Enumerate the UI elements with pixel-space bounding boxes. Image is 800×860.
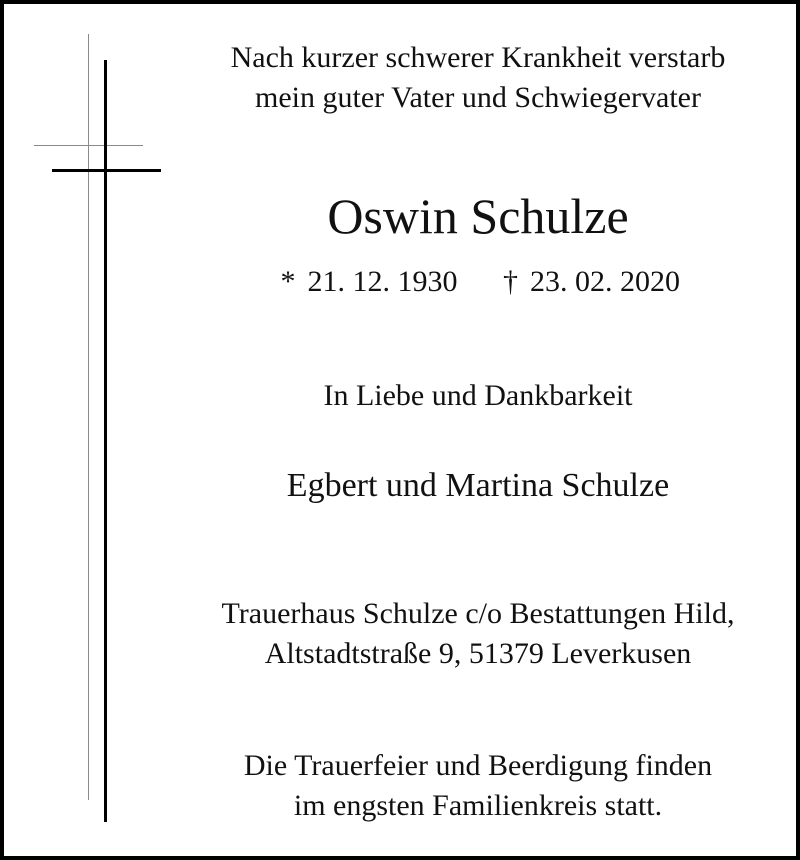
cross-thin-horizontal (34, 145, 143, 146)
address-line: Trauerhaus Schulze c/o Bestattungen Hild, (221, 597, 735, 630)
death-symbol: † (503, 265, 518, 298)
mourners-names: Egbert und Martina Schulze (286, 467, 670, 504)
cross-thick-horizontal (52, 169, 161, 172)
funeral-line: Die Trauerfeier und Beerdigung finden (243, 749, 713, 782)
life-dates (180, 262, 776, 302)
death-date: 23. 02. 2020 (530, 265, 680, 298)
birth-date: 21. 12. 1930 (307, 265, 458, 298)
address-line: Altstadtstraße 9, 51379 Leverkusen (264, 637, 692, 670)
deceased-name: Oswin Schulze (327, 188, 629, 244)
intro-line: mein guter Vater und Schwiegervater (255, 81, 701, 114)
cross-thin-vertical (88, 34, 89, 800)
birth-symbol: * (280, 265, 296, 298)
funeral-line: im engsten Familienkreis statt. (293, 789, 663, 822)
mourning-address (180, 594, 776, 674)
farewell-line: In Liebe und Dankbarkeit (323, 379, 633, 412)
intro-text (180, 38, 776, 118)
funeral-info (180, 746, 776, 826)
cross-thick-vertical (104, 60, 107, 822)
intro-line: Nach kurzer schwerer Krankheit verstarb (230, 41, 726, 74)
